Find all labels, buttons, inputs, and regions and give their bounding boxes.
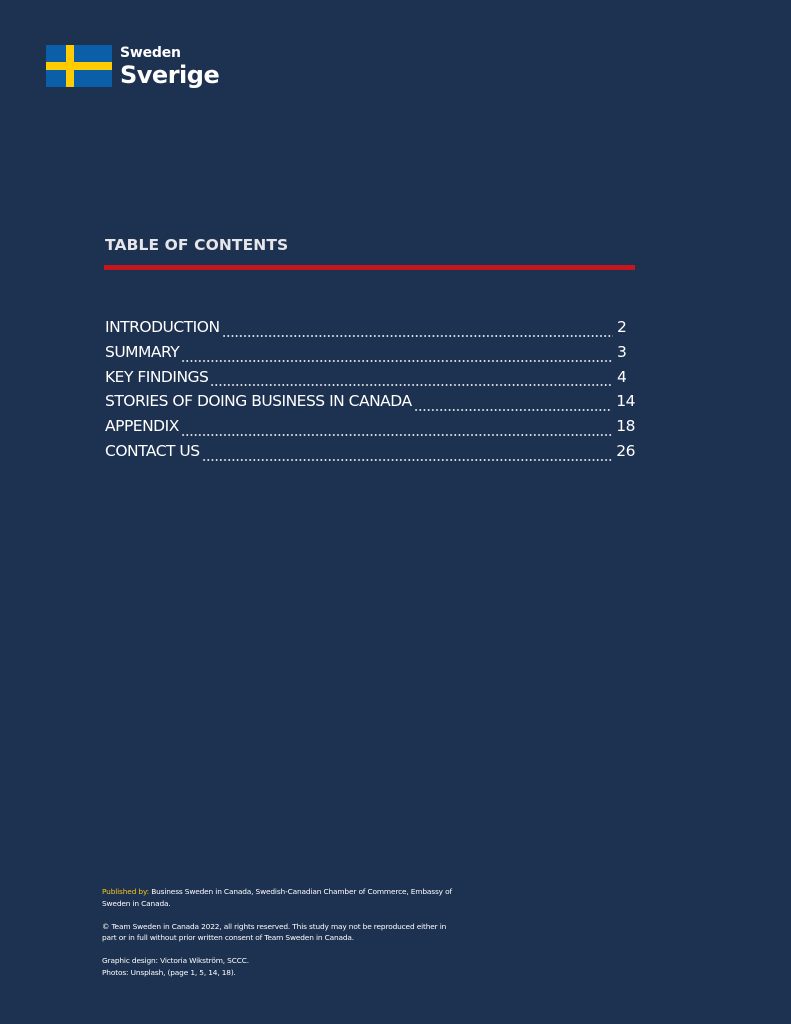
toc-item-page: 2 — [617, 318, 627, 336]
toc-item-label: INTRODUCTION — [105, 318, 220, 336]
toc-dot-leader — [202, 459, 613, 461]
logo-text-sverige: Sverige — [120, 61, 220, 89]
swedish-flag-icon — [46, 45, 112, 87]
toc-item-stories[interactable] — [105, 392, 635, 417]
photo-credit: Photos: Unsplash, (page 1, 5, 14, 18). — [102, 967, 236, 977]
toc-item-page: 14 — [616, 392, 635, 411]
toc-item-label: STORIES OF DOING BUSINESS IN CANADA — [105, 392, 412, 411]
toc-item-summary[interactable] — [105, 343, 635, 368]
toc-item-page: 4 — [617, 367, 627, 386]
toc-heading: TABLE OF CONTENTS — [105, 236, 289, 254]
logo-wordmark — [120, 45, 219, 87]
logo-text-sweden: Sweden — [120, 45, 181, 61]
toc-item-label: CONTACT US — [105, 441, 200, 460]
colophon — [102, 886, 462, 978]
toc-divider — [104, 265, 635, 270]
toc-dot-leader — [210, 384, 613, 386]
toc-item-introduction[interactable] — [105, 318, 635, 343]
toc-item-label: SUMMARY — [105, 342, 180, 361]
toc-item-contact-us[interactable] — [105, 442, 635, 467]
publisher-names: Business Sweden in Canada, Swedish-Canadian Chamber of Commerce, Embassy of Sweden in Canada. — [102, 887, 452, 908]
toc-item-label: APPENDIX — [105, 417, 179, 436]
design-credit: Graphic design: Victoria Wikström, SCCC. — [102, 956, 249, 965]
toc-dot-leader — [181, 360, 613, 362]
toc-item-page: 3 — [617, 342, 627, 361]
toc-item-key-findings[interactable] — [105, 368, 635, 393]
sweden-logo — [46, 45, 219, 87]
publisher-credit — [102, 886, 462, 909]
copyright-notice: © Team Sweden in Canada 2022, all rights reserved. This study may not be reproduced either in part or in full without prior written consent of Team Sweden in Canada. — [102, 921, 447, 942]
toc-item-appendix[interactable] — [105, 417, 635, 442]
toc-dot-leader — [414, 409, 613, 411]
toc-item-label: KEY FINDINGS — [105, 367, 209, 386]
toc-dot-leader — [222, 335, 613, 337]
published-by-label: Published by: — [102, 887, 149, 896]
toc-item-page: 18 — [616, 417, 635, 436]
toc-list — [105, 318, 635, 467]
toc-item-page: 26 — [616, 441, 635, 460]
toc-dot-leader — [181, 434, 612, 436]
